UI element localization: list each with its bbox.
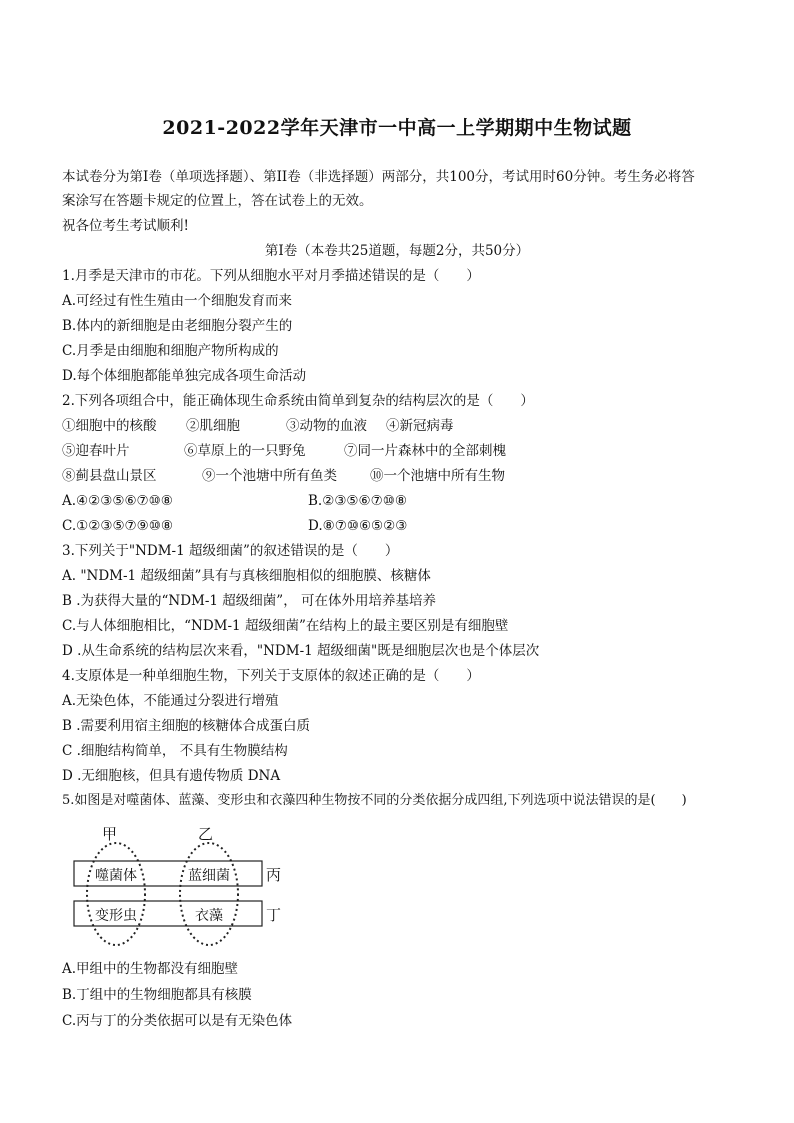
classification-diagram [70, 823, 290, 948]
q2-option-d: D.⑧⑦⑩⑥⑤②③ [308, 518, 408, 534]
q2-items-row-3 [62, 466, 505, 486]
q1-option-a: A.可经过有性生殖由一个细胞发育而来 [62, 293, 293, 309]
q2-option-b: B.②③⑤⑥⑦⑩⑧ [308, 493, 407, 509]
q3-option-c: C.与人体细胞相比，“NDM-1 超级细菌”在结构上的最主要区别是有细胞壁 [62, 618, 509, 634]
q2-item: ④新冠病毒 [386, 418, 454, 434]
group-ellipse-yi [180, 843, 238, 945]
q4-option-a: A.无染色体，不能通过分裂进行增殖 [62, 693, 279, 709]
q4-stem: 4.支原体是一种单细胞生物，下列关于支原体的叙述正确的是（ ） [62, 668, 480, 684]
q3-stem: 3.下列关于"NDM-1 超级细菌”的叙述错误的是（ ） [62, 543, 399, 559]
q2-item: ⑧蓟县盘山景区 [62, 468, 157, 484]
q2-item: ①细胞中的核酸 [62, 418, 157, 434]
section-header: 第I卷（本卷共25道题，每题2分，共50分） [264, 243, 530, 259]
q2-stem: 2.下列各项组合中，能正确体现生命系统由简单到复杂的结构层次的是（ ） [62, 393, 534, 409]
organism-chlamydomonas: 衣藻 [195, 908, 223, 924]
q1-option-b: B.体内的新细胞是由老细胞分裂产生的 [62, 318, 293, 334]
intro-line-3: 祝各位考生考试顺利! [62, 218, 189, 234]
q4-option-b: B .需要利用宿主细胞的核糖体合成蛋白质 [62, 718, 311, 734]
page-title: 2021-2022学年天津市一中高一上学期期中生物试题 [162, 117, 632, 139]
q2-item: ⑨一个池塘中所有鱼类 [202, 468, 337, 484]
organism-cyanobacteria: 蓝细菌 [188, 868, 230, 884]
q3-option-b: B .为获得大量的“NDM-1 超级细菌”， 可在体外用培养基培养 [62, 593, 436, 609]
q2-options-row-2 [62, 516, 407, 536]
q5-option-c: C.丙与丁的分类依据可以是有无染色体 [62, 1013, 293, 1029]
q2-item: ②肌细胞 [186, 418, 240, 434]
q4-option-c: C .细胞结构简单， 不具有生物膜结构 [62, 743, 288, 759]
q3-option-a: A. "NDM-1 超级细菌”具有与真核细胞相似的细胞膜、核糖体 [62, 568, 431, 584]
q5-option-a: A.甲组中的生物都没有细胞壁 [62, 961, 239, 977]
q2-option-a: A.④②③⑤⑥⑦⑩⑧ [62, 493, 173, 509]
q1-option-c: C.月季是由细胞和细胞产物所构成的 [62, 343, 279, 359]
label-yi: 乙 [198, 825, 214, 843]
organism-amoeba: 变形虫 [95, 908, 137, 924]
label-jia: 甲 [102, 825, 118, 843]
intro-line-1: 本试卷分为第I卷（单项选择题）、第II卷（非选择题）两部分，共100分，考试用时60分钟。考生务必将答 [62, 169, 695, 185]
q2-option-c: C.①②③⑤⑦⑨⑩⑧ [62, 518, 173, 534]
q2-item: ⑦同一片森林中的全部刺槐 [344, 443, 506, 459]
q4-option-d: D .无细胞核，但具有遗传物质 DNA [62, 768, 281, 784]
q1-stem: 1.月季是天津市的市花。下列从细胞水平对月季描述错误的是（ ） [62, 268, 480, 284]
q2-items-row-2 [62, 441, 506, 461]
q2-item: ③动物的血液 [286, 418, 367, 434]
q3-option-d: D .从生命系统的结构层次来看，"NDM-1 超级细菌"既是细胞层次也是个体层次 [62, 643, 540, 659]
label-bing: 丙 [266, 866, 282, 884]
q2-item: ⑥草原上的一只野兔 [184, 443, 306, 459]
label-ding: 丁 [266, 906, 282, 924]
q2-item: ⑩一个池塘中所有生物 [370, 468, 505, 484]
group-ellipse-jia [87, 843, 145, 945]
organism-phage: 噬菌体 [95, 868, 137, 884]
q2-options-row-1 [62, 491, 407, 511]
q2-items-row-1 [62, 416, 454, 436]
q1-option-d: D.每个体细胞都能单独完成各项生命活动 [62, 368, 307, 384]
q5-option-b: B.丁组中的生物细胞都具有核膜 [62, 987, 252, 1003]
q2-item: ⑤迎春叶片 [62, 443, 130, 459]
intro-line-2: 案涂写在答题卡规定的位置上，答在试卷上的无效。 [62, 193, 373, 209]
q5-stem: 5.如图是对噬菌体、蓝藻、变形虫和衣藻四种生物按不同的分类依据分成四组,下列选项中说法错误的是( ) [62, 793, 687, 808]
